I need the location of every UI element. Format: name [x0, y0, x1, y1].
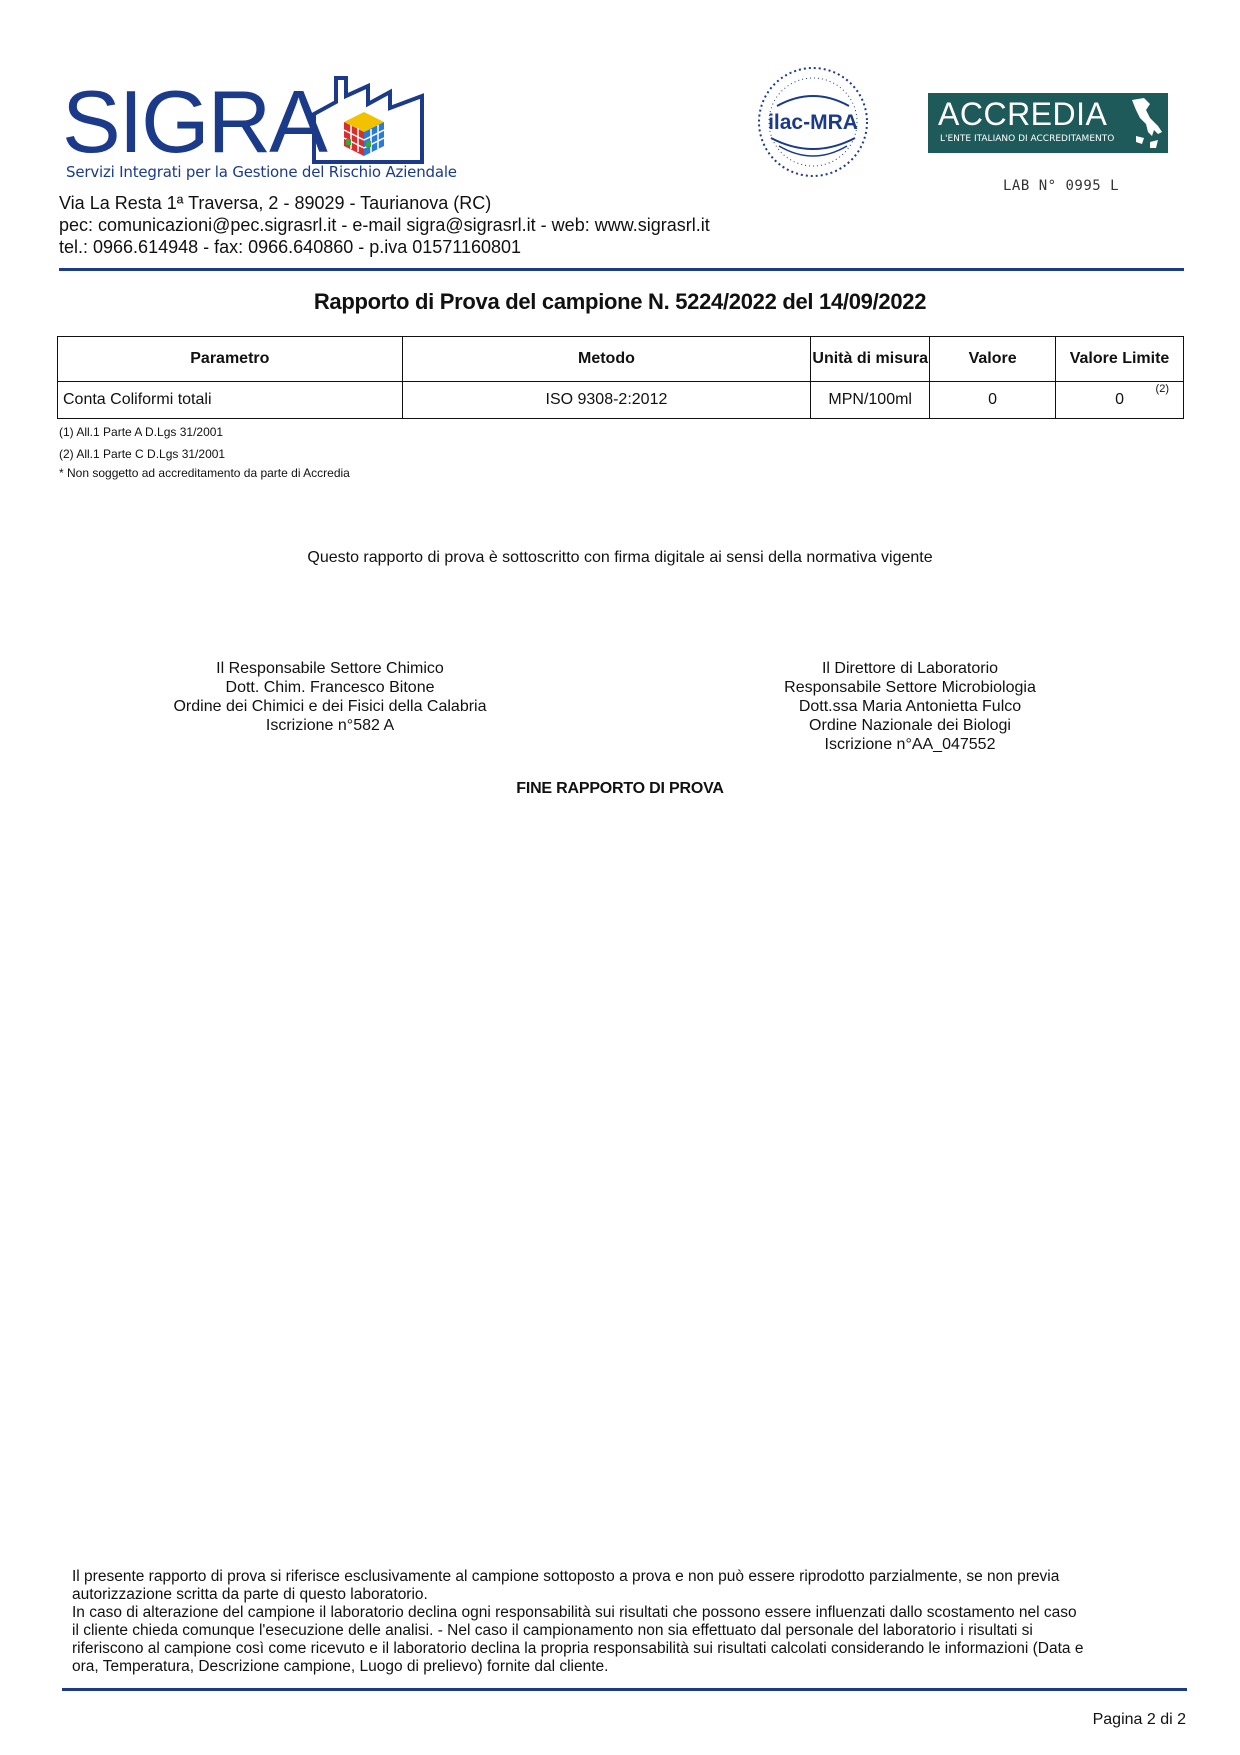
- header-unita: Unità di misura: [811, 337, 930, 382]
- disclaimer: [72, 1568, 1172, 1676]
- table-row: [58, 382, 1184, 419]
- header-valore: Valore: [930, 337, 1056, 382]
- report-title: Rapporto di Prova del campione N. 5224/2022 del 14/09/2022: [313, 289, 927, 314]
- signer-left-registration: Iscrizione n°582 A: [265, 717, 395, 734]
- table-header-row: [58, 337, 1184, 382]
- signer-right-role: Il Direttore di Laboratorio: [821, 660, 999, 677]
- results-table: [57, 336, 1184, 419]
- signer-left-name: Dott. Chim. Francesco Bitone: [225, 679, 435, 696]
- cell-valore: 0: [930, 382, 1056, 419]
- cell-parametro: Conta Coliformi totali: [58, 382, 403, 419]
- footnote-accreditation: * Non soggetto ad accreditamento da parte di Accredia: [59, 466, 350, 480]
- address-line-2: pec: comunicazioni@pec.sigrasrl.it - e-mail sigra@sigrasrl.it - web: www.sigrasrl.it: [59, 215, 710, 235]
- cell-limite-reference: (2): [1155, 383, 1169, 395]
- header-valore-limite: Valore Limite: [1056, 337, 1184, 382]
- disclaimer-line: riferiscono al campione così come ricevuto e il laboratorio declina la propria responsabilità sui risultati calcolati considerando le informazioni (Data e: [72, 1640, 1084, 1657]
- sigra-logo-text: SIGRA: [62, 72, 326, 171]
- signer-left-order: Ordine dei Chimici e dei Fisici della Calabria: [173, 698, 487, 715]
- signer-right-registration: Iscrizione n°AA_047552: [824, 736, 996, 753]
- sigra-logo-subtitle: Servizi Integrati per la Gestione del Rischio Aziendale: [66, 163, 457, 181]
- signer-right-order: Ordine Nazionale dei Biologi: [809, 717, 1011, 734]
- address-line-3: tel.: 0966.614948 - fax: 0966.640860 - p.iva 01571160801: [59, 237, 522, 257]
- disclaimer-line: autorizzazione scritta da parte di questo laboratorio.: [72, 1586, 428, 1603]
- signer-left-block: [140, 659, 520, 735]
- ilac-mra-seal-icon: [757, 66, 869, 178]
- header-metodo: Metodo: [402, 337, 811, 382]
- signer-right-role-2: Responsabile Settore Microbiologia: [784, 679, 1036, 696]
- cell-unita: MPN/100ml: [811, 382, 930, 419]
- cell-limite-value: 0: [1115, 391, 1124, 408]
- cell-valore-limite: [1056, 382, 1184, 419]
- accredia-subtitle: L'ENTE ITALIANO DI ACCREDITAMENTO: [940, 134, 1115, 144]
- footnote-2: (2) All.1 Parte C D.Lgs 31/2001: [59, 447, 226, 461]
- accredia-title: ACCREDIA: [938, 96, 1108, 132]
- disclaimer-line: il cliente chieda comunque l'esecuzione delle analisi. - Nel caso il campionamento non sia effettuato dal personale del laboratorio i risultati si: [72, 1622, 1033, 1639]
- disclaimer-line: In caso di alterazione del campione il laboratorio declina ogni responsabilità sui risultati che possono essere influenzati dallo scostamento nel caso: [72, 1604, 1077, 1621]
- signer-left-role: Il Responsabile Settore Chimico: [216, 660, 444, 677]
- digital-signature-statement: Questo rapporto di prova è sottoscritto con firma digitale ai sensi della normativa vigente: [307, 549, 933, 566]
- footnote-1: (1) All.1 Parte A D.Lgs 31/2001: [59, 425, 224, 439]
- ilac-text: ilac-MRA: [768, 111, 858, 134]
- signer-right-block: [720, 659, 1100, 754]
- cell-metodo: ISO 9308-2:2012: [402, 382, 811, 419]
- page-number: Pagina 2 di 2: [1092, 1711, 1186, 1728]
- header-divider: [59, 268, 1184, 271]
- sigra-factory-cube-logo-icon: [310, 74, 430, 166]
- disclaimer-line: Il presente rapporto di prova si riferisce esclusivamente al campione sottoposto a prova e non può essere riprodotto parzialmente, se non previa: [72, 1568, 1060, 1585]
- footer-divider: [62, 1688, 1187, 1691]
- signer-right-name: Dott.ssa Maria Antonietta Fulco: [798, 698, 1022, 715]
- header-parametro: Parametro: [58, 337, 403, 382]
- end-of-report: FINE RAPPORTO DI PROVA: [516, 780, 724, 797]
- italy-map-icon: [1128, 96, 1166, 150]
- lab-number: LAB N° 0995 L: [1003, 178, 1120, 194]
- disclaimer-line: ora, Temperatura, Descrizione campione, Luogo di prelievo) fornite dal cliente.: [72, 1658, 609, 1675]
- address-line-1: Via La Resta 1ª Traversa, 2 - 89029 - Taurianova (RC): [59, 193, 492, 213]
